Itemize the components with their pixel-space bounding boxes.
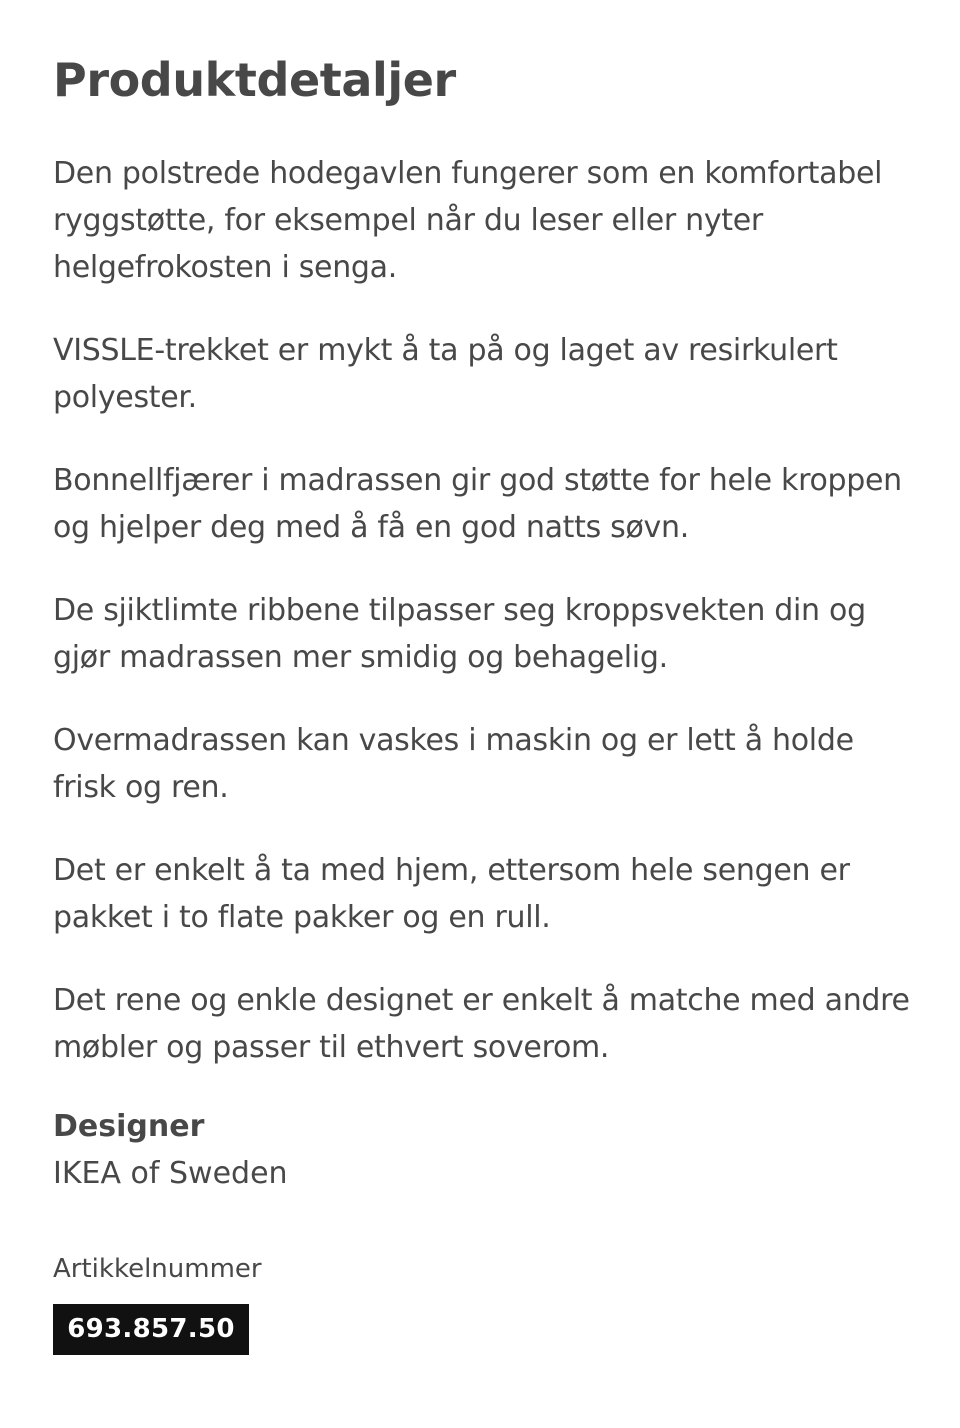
description-paragraph: VISSLE-trekket er mykt å ta på og laget av resirkulert polyester. <box>53 333 838 415</box>
designer-name: IKEA of Sweden <box>53 1156 288 1191</box>
product-description <box>53 150 913 1107</box>
description-paragraph: Det rene og enkle designet er enkelt å matche med andre møbler og passer til ethvert soverom. <box>53 983 910 1065</box>
article-number-label: Artikkelnummer <box>53 1254 262 1284</box>
article-number-badge: 693.857.50 <box>53 1304 249 1355</box>
description-paragraph: Det er enkelt å ta med hjem, ettersom hele sengen er pakket i to flate pakker og en rull. <box>53 853 850 935</box>
description-paragraph: Overmadrassen kan vaskes i maskin og er lett å holde frisk og ren. <box>53 723 854 805</box>
description-paragraph: Den polstrede hodegavlen fungerer som en komfortabel ryggstøtte, for eksempel når du leser eller nyter helgefrokosten i senga. <box>53 156 883 285</box>
designer-block <box>53 1103 288 1197</box>
description-paragraph: Bonnellfjærer i madrassen gir god støtte for hele kroppen og hjelper deg med å få en god natts søvn. <box>53 463 902 545</box>
page-title: Produktdetaljer <box>53 53 456 107</box>
description-paragraph: De sjiktlimte ribbene tilpasser seg kroppsvekten din og gjør madrassen mer smidig og behagelig. <box>53 593 866 675</box>
designer-label: Designer <box>53 1109 205 1144</box>
